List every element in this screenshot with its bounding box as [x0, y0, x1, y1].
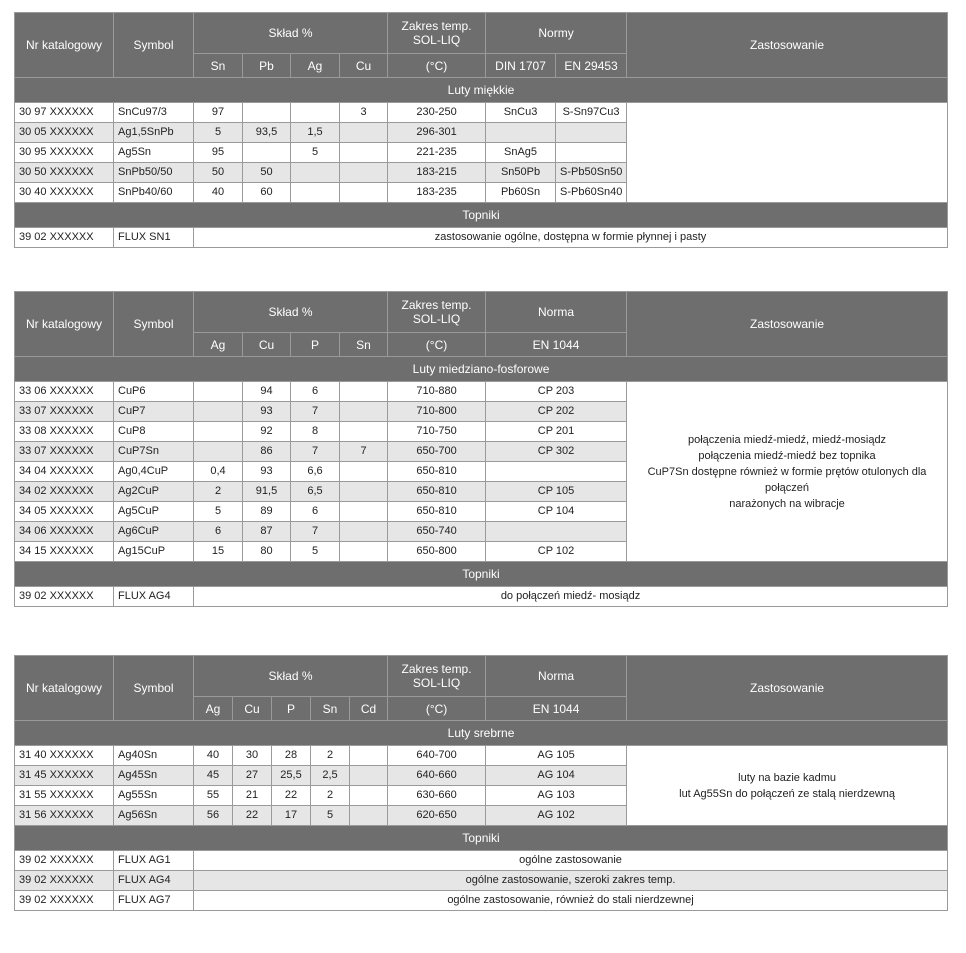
norm-en: CP 203 — [486, 382, 627, 402]
flux-row — [15, 851, 948, 871]
flux-row — [15, 228, 948, 248]
composition-value: 0,4 — [194, 462, 243, 482]
composition-value — [340, 402, 388, 422]
catalog-number: 31 45 XXXXXX — [15, 766, 114, 786]
header-element-cu: Cu — [340, 54, 388, 78]
symbol: Ag1,5SnPb — [114, 123, 194, 143]
composition-value — [340, 482, 388, 502]
composition-value — [350, 806, 388, 826]
catalog-number: 39 02 XXXXXX — [15, 228, 114, 248]
composition-value: 86 — [243, 442, 291, 462]
header-temp-line2: SOL-LIQ — [412, 33, 461, 47]
temp-range: 230-250 — [388, 103, 486, 123]
symbol: SnCu97/3 — [114, 103, 194, 123]
temp-range: 640-700 — [388, 746, 486, 766]
header-element-ag: Ag — [194, 697, 233, 721]
symbol: Ag5Sn — [114, 143, 194, 163]
composition-value: 87 — [243, 522, 291, 542]
header-symbol: Symbol — [114, 292, 194, 357]
flux-description: ogólne zastosowanie — [194, 851, 948, 871]
symbol: Ag5CuP — [114, 502, 194, 522]
catalog-number: 33 08 XXXXXX — [15, 422, 114, 442]
flux-row — [15, 587, 948, 607]
catalog-number: 30 50 XXXXXX — [15, 163, 114, 183]
header-symbol: Symbol — [114, 656, 194, 721]
header-element-sn: Sn — [340, 333, 388, 357]
header-catalog-number: Nr katalogowy — [15, 13, 114, 78]
temp-range: 650-810 — [388, 462, 486, 482]
norm-din: Pb60Sn — [486, 183, 556, 203]
section-title: Luty miedziano-fosforowe — [15, 357, 948, 382]
temp-range: 221-235 — [388, 143, 486, 163]
norm-en: CP 102 — [486, 542, 627, 562]
catalog-number: 31 40 XXXXXX — [15, 746, 114, 766]
symbol: CuP6 — [114, 382, 194, 402]
composition-value: 6,6 — [291, 462, 340, 482]
catalog-number: 33 07 XXXXXX — [15, 402, 114, 422]
header-element-cu: Cu — [243, 333, 291, 357]
header-temp-line2: SOL-LIQ — [412, 312, 461, 326]
header-application: Zastosowanie — [627, 656, 948, 721]
composition-value — [194, 442, 243, 462]
flux-section-title: Topniki — [15, 203, 948, 228]
section-title: Luty srebrne — [15, 721, 948, 746]
catalog-number: 34 06 XXXXXX — [15, 522, 114, 542]
catalog-number: 31 56 XXXXXX — [15, 806, 114, 826]
composition-value: 89 — [243, 502, 291, 522]
composition-value: 22 — [272, 786, 311, 806]
composition-value — [291, 183, 340, 203]
composition-value — [340, 462, 388, 482]
composition-value — [340, 542, 388, 562]
composition-value: 5 — [194, 502, 243, 522]
symbol: CuP7Sn — [114, 442, 194, 462]
symbol: Ag40Sn — [114, 746, 194, 766]
flux-description: ogólne zastosowanie, szeroki zakres temp. — [194, 871, 948, 891]
composition-value: 40 — [194, 183, 243, 203]
composition-value: 92 — [243, 422, 291, 442]
header-temp-unit: (°C) — [388, 54, 486, 78]
composition-value: 97 — [194, 103, 243, 123]
symbol: CuP8 — [114, 422, 194, 442]
composition-value — [194, 422, 243, 442]
symbol: Ag55Sn — [114, 786, 194, 806]
header-element-ag: Ag — [291, 54, 340, 78]
soft-solder-table — [14, 12, 948, 248]
temp-range: 710-800 — [388, 402, 486, 422]
header-element-cd: Cd — [350, 697, 388, 721]
symbol: Ag0,4CuP — [114, 462, 194, 482]
composition-value: 5 — [194, 123, 243, 143]
composition-value: 8 — [291, 422, 340, 442]
composition-value — [340, 183, 388, 203]
composition-value — [350, 746, 388, 766]
norm-en: AG 103 — [486, 786, 627, 806]
composition-value: 2,5 — [311, 766, 350, 786]
temp-range: 296-301 — [388, 123, 486, 143]
copper-phosphorus-table — [14, 291, 948, 607]
composition-value: 5 — [311, 806, 350, 826]
header-element-cu: Cu — [233, 697, 272, 721]
composition-value: 2 — [311, 746, 350, 766]
flux-description: ogólne zastosowanie, również do stali nierdzewnej — [194, 891, 948, 911]
header-temp-unit: (°C) — [388, 333, 486, 357]
catalog-number: 30 95 XXXXXX — [15, 143, 114, 163]
composition-value — [340, 163, 388, 183]
composition-value — [350, 766, 388, 786]
composition-value — [291, 163, 340, 183]
catalog-number: 31 55 XXXXXX — [15, 786, 114, 806]
symbol: FLUX AG4 — [114, 871, 194, 891]
header-element-sn: Sn — [311, 697, 350, 721]
norm-en: S-Pb50Sn50 — [556, 163, 627, 183]
catalog-number: 33 07 XXXXXX — [15, 442, 114, 462]
temp-range: 650-810 — [388, 482, 486, 502]
composition-value — [194, 402, 243, 422]
symbol: Ag56Sn — [114, 806, 194, 826]
symbol: FLUX AG4 — [114, 587, 194, 607]
catalog-number: 39 02 XXXXXX — [15, 851, 114, 871]
table-row — [15, 382, 948, 402]
norm-en — [556, 123, 627, 143]
temp-range: 620-650 — [388, 806, 486, 826]
application-cell — [627, 382, 948, 562]
application-cell — [627, 103, 948, 203]
silver-solder-table — [14, 655, 948, 911]
composition-value — [340, 382, 388, 402]
composition-value: 95 — [194, 143, 243, 163]
composition-value: 27 — [233, 766, 272, 786]
header-temp-line1: Zakres temp. — [401, 19, 472, 33]
temp-range: 183-235 — [388, 183, 486, 203]
header-composition: Skład % — [194, 292, 388, 333]
symbol: FLUX AG7 — [114, 891, 194, 911]
catalog-number: 39 02 XXXXXX — [15, 891, 114, 911]
symbol: SnPb50/50 — [114, 163, 194, 183]
symbol: Ag15CuP — [114, 542, 194, 562]
symbol: SnPb40/60 — [114, 183, 194, 203]
composition-value: 50 — [243, 163, 291, 183]
norm-en: AG 102 — [486, 806, 627, 826]
norm-en: CP 202 — [486, 402, 627, 422]
norm-din: Sn50Pb — [486, 163, 556, 183]
composition-value — [350, 786, 388, 806]
catalog-number: 34 04 XXXXXX — [15, 462, 114, 482]
norm-en — [486, 522, 627, 542]
header-temp-range — [388, 656, 486, 697]
header-element-pb: Pb — [243, 54, 291, 78]
header-catalog-number: Nr katalogowy — [15, 292, 114, 357]
composition-value: 30 — [233, 746, 272, 766]
composition-value — [340, 123, 388, 143]
composition-value — [340, 502, 388, 522]
composition-value: 94 — [243, 382, 291, 402]
composition-value: 50 — [194, 163, 243, 183]
composition-value: 56 — [194, 806, 233, 826]
catalog-number: 33 06 XXXXXX — [15, 382, 114, 402]
catalog-number: 30 97 XXXXXX — [15, 103, 114, 123]
norm-en — [556, 143, 627, 163]
header-norm-en: EN 29453 — [556, 54, 627, 78]
catalog-number: 39 02 XXXXXX — [15, 587, 114, 607]
header-temp-line2: SOL-LIQ — [412, 676, 461, 690]
composition-value: 7 — [291, 522, 340, 542]
catalog-number: 39 02 XXXXXX — [15, 871, 114, 891]
norm-en: CP 201 — [486, 422, 627, 442]
flux-description: zastosowanie ogólne, dostępna w formie płynnej i pasty — [194, 228, 948, 248]
composition-value: 5 — [291, 143, 340, 163]
application-line: CuP7Sn dostępne również w formie prętów otulonych dla połączeń — [647, 465, 927, 494]
norm-en: CP 302 — [486, 442, 627, 462]
norm-din — [486, 123, 556, 143]
composition-value — [340, 143, 388, 163]
temp-range: 650-810 — [388, 502, 486, 522]
header-composition: Skład % — [194, 13, 388, 54]
application-line: narażonych na wibracje — [729, 497, 845, 510]
header-norm-en: EN 1044 — [486, 697, 627, 721]
header-catalog-number: Nr katalogowy — [15, 656, 114, 721]
composition-value: 91,5 — [243, 482, 291, 502]
composition-value — [194, 382, 243, 402]
temp-range: 650-800 — [388, 542, 486, 562]
header-norm-din: DIN 1707 — [486, 54, 556, 78]
catalog-number: 34 02 XXXXXX — [15, 482, 114, 502]
symbol: FLUX SN1 — [114, 228, 194, 248]
header-application: Zastosowanie — [627, 292, 948, 357]
header-temp-line1: Zakres temp. — [401, 298, 472, 312]
composition-value: 45 — [194, 766, 233, 786]
norm-en: CP 104 — [486, 502, 627, 522]
composition-value — [243, 103, 291, 123]
flux-section-title: Topniki — [15, 562, 948, 587]
application-line: luty na bazie kadmu — [738, 771, 836, 784]
norm-din: SnAg5 — [486, 143, 556, 163]
norm-en — [486, 462, 627, 482]
header-element-p: P — [291, 333, 340, 357]
temp-range: 710-880 — [388, 382, 486, 402]
temp-range: 650-700 — [388, 442, 486, 462]
composition-value: 93,5 — [243, 123, 291, 143]
composition-value: 93 — [243, 462, 291, 482]
composition-value: 15 — [194, 542, 243, 562]
symbol: Ag45Sn — [114, 766, 194, 786]
composition-value: 7 — [291, 442, 340, 462]
table-row — [15, 103, 948, 123]
composition-value: 7 — [291, 402, 340, 422]
norm-en: AG 104 — [486, 766, 627, 786]
flux-row — [15, 891, 948, 911]
composition-value: 55 — [194, 786, 233, 806]
composition-value: 2 — [311, 786, 350, 806]
temp-range: 710-750 — [388, 422, 486, 442]
temp-range: 650-740 — [388, 522, 486, 542]
catalog-number: 30 05 XXXXXX — [15, 123, 114, 143]
composition-value: 60 — [243, 183, 291, 203]
temp-range: 640-660 — [388, 766, 486, 786]
application-cell — [627, 746, 948, 826]
composition-value — [340, 522, 388, 542]
header-norm: Norma — [486, 656, 627, 697]
header-element-sn: Sn — [194, 54, 243, 78]
catalog-number: 30 40 XXXXXX — [15, 183, 114, 203]
header-composition: Skład % — [194, 656, 388, 697]
symbol: Ag2CuP — [114, 482, 194, 502]
composition-value: 80 — [243, 542, 291, 562]
symbol: FLUX AG1 — [114, 851, 194, 871]
composition-value: 7 — [340, 442, 388, 462]
composition-value: 6 — [291, 502, 340, 522]
header-norm-en: EN 1044 — [486, 333, 627, 357]
catalog-number: 34 15 XXXXXX — [15, 542, 114, 562]
composition-value — [340, 422, 388, 442]
header-element-ag: Ag — [194, 333, 243, 357]
composition-value: 3 — [340, 103, 388, 123]
composition-value: 21 — [233, 786, 272, 806]
header-temp-range — [388, 13, 486, 54]
symbol: Ag6CuP — [114, 522, 194, 542]
norm-en: AG 105 — [486, 746, 627, 766]
catalog-number: 34 05 XXXXXX — [15, 502, 114, 522]
temp-range: 183-215 — [388, 163, 486, 183]
norm-din: SnCu3 — [486, 103, 556, 123]
application-line: połączenia miedź-miedź bez topnika — [698, 449, 876, 462]
symbol: CuP7 — [114, 402, 194, 422]
composition-value: 17 — [272, 806, 311, 826]
norm-en: CP 105 — [486, 482, 627, 502]
composition-value: 6,5 — [291, 482, 340, 502]
composition-value: 40 — [194, 746, 233, 766]
composition-value — [291, 103, 340, 123]
header-norm: Norma — [486, 292, 627, 333]
table-row — [15, 746, 948, 766]
flux-section-title: Topniki — [15, 826, 948, 851]
application-line: połączenia miedź-miedź, miedź-mosiądz — [687, 433, 887, 446]
application-line: lut Ag55Sn do połączeń ze stalą nierdzewną — [679, 787, 895, 800]
composition-value: 22 — [233, 806, 272, 826]
composition-value: 93 — [243, 402, 291, 422]
temp-range: 630-660 — [388, 786, 486, 806]
composition-value: 5 — [291, 542, 340, 562]
flux-row — [15, 871, 948, 891]
flux-description: do połączeń miedź- mosiądz — [194, 587, 948, 607]
composition-value: 1,5 — [291, 123, 340, 143]
composition-value: 25,5 — [272, 766, 311, 786]
composition-value — [243, 143, 291, 163]
composition-value: 2 — [194, 482, 243, 502]
composition-value: 6 — [194, 522, 243, 542]
header-symbol: Symbol — [114, 13, 194, 78]
section-title: Luty miękkie — [15, 78, 948, 103]
header-element-p: P — [272, 697, 311, 721]
composition-value: 28 — [272, 746, 311, 766]
header-application: Zastosowanie — [627, 13, 948, 78]
composition-value: 6 — [291, 382, 340, 402]
header-temp-line1: Zakres temp. — [401, 662, 472, 676]
header-norms: Normy — [486, 13, 627, 54]
norm-en: S-Sn97Cu3 — [556, 103, 627, 123]
header-temp-range — [388, 292, 486, 333]
header-temp-unit: (°C) — [388, 697, 486, 721]
norm-en: S-Pb60Sn40 — [556, 183, 627, 203]
